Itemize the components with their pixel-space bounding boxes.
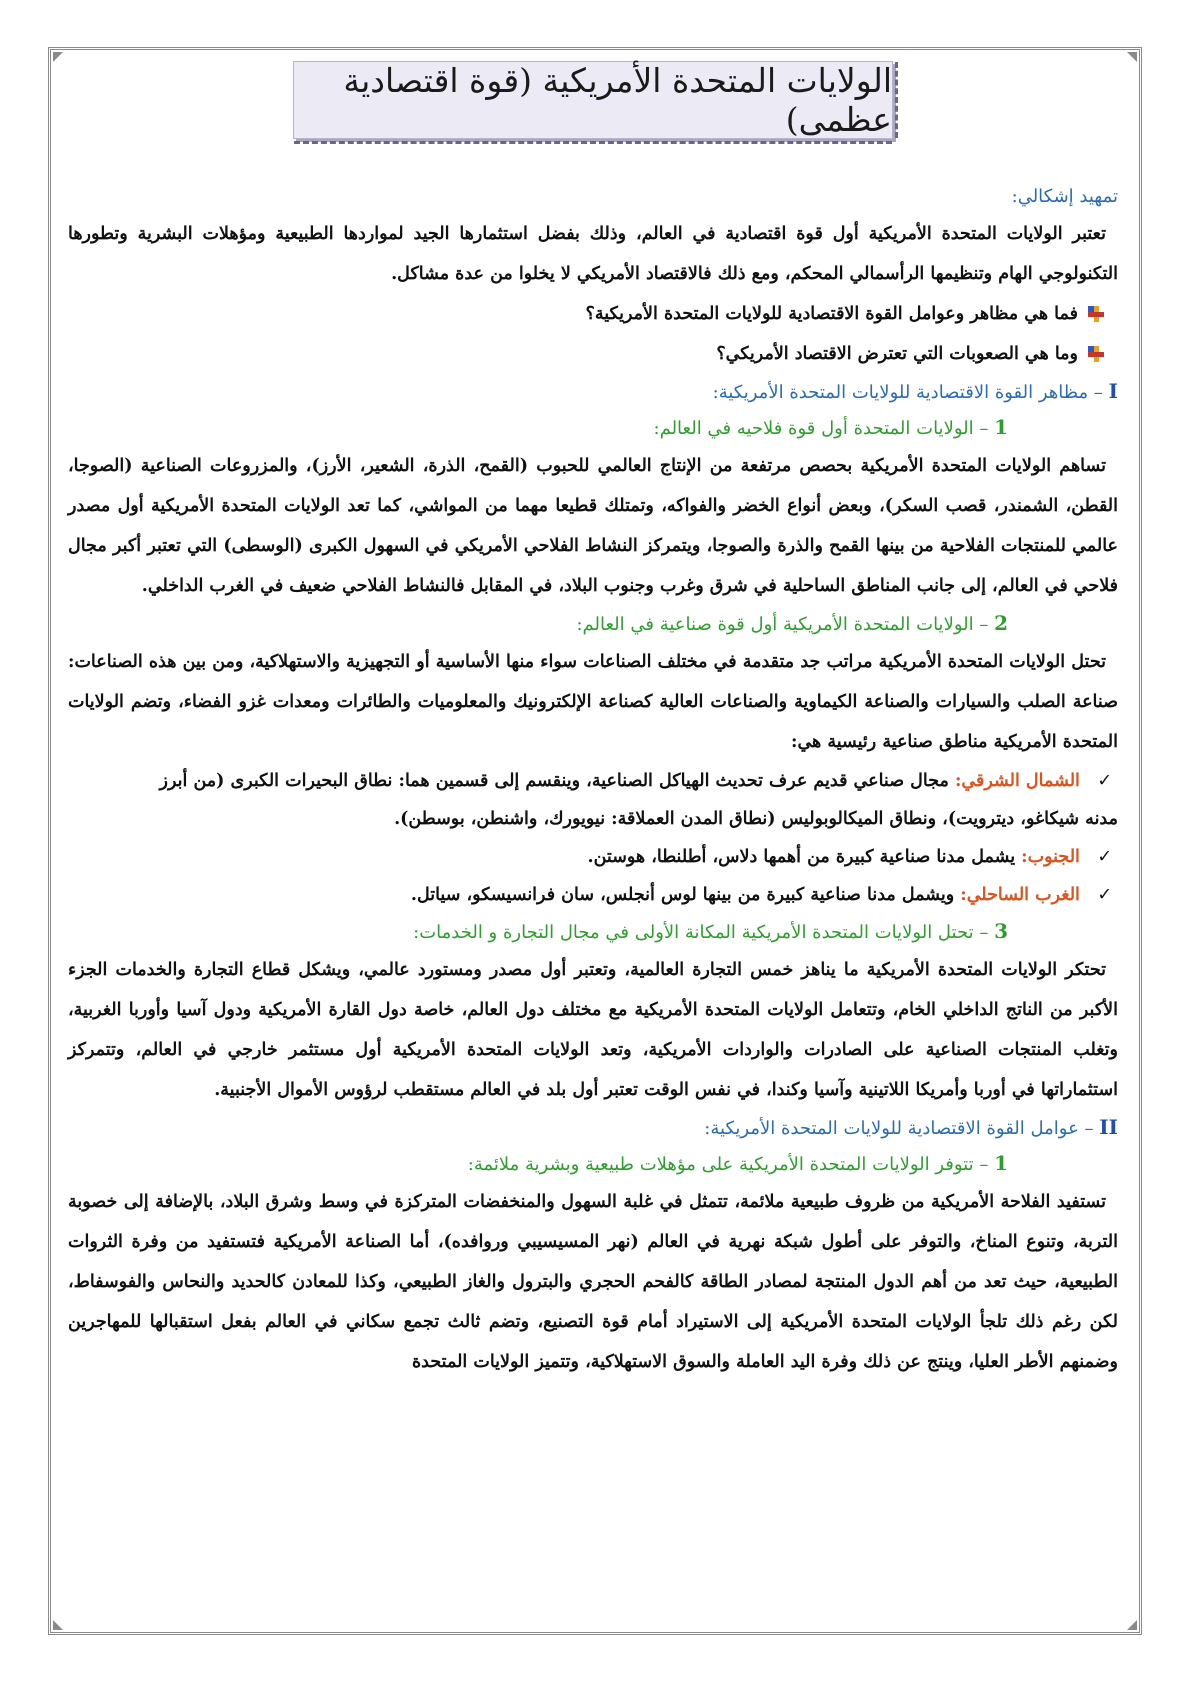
question-text: فما هي مظاهر وعوامل القوة الاقتصادية للولايات المتحدة الأمريكية؟ [585, 304, 1078, 324]
checkmark-icon: ✓ [1097, 771, 1112, 791]
section-title: – مظاهر القوة الاقتصادية للولايات المتحدة الأمريكية: [712, 382, 1103, 403]
corner-ornament [53, 52, 63, 62]
region-name: الجنوب: [1021, 847, 1080, 867]
region-name: الغرب الساحلي: [960, 885, 1080, 905]
bullet-plus-icon [1088, 306, 1104, 322]
paragraph: تساهم الولايات المتحدة الأمريكية بحصص مرتفعة من الإنتاج العالمي للحبوب (القمح، الذرة، الشعير، الأرز)، والمزروعات الصناعية (الصوجا، القطن، الشمندر، قصب السكر)، وبعض أنواع الخضر والفواكه، وتمتلك قطيعا مهما من المواشي، كما تعد الولايات المتحدة الأمريكية أول مصدر عالمي للمنتجات الفلاحية من بينها القمح والذرة والصوجا، ويتمركز النشاط الفلاحي الأمريكي في السهول الكبرى (الوسطى) التي تعتبر أكبر مجال فلاحي في العالم، إلى جانب المناطق الساحلية في شرق وغرب وجنوب البلاد، في المقابل فالنشاط الفلاحي ضعيف في الغرب الداخلي. [68, 456, 1118, 596]
question-text: وما هي الصعوبات التي تعترض الاقتصاد الأمريكي؟ [716, 344, 1078, 364]
subsection-title: – الولايات المتحدة الأمريكية أول قوة صناعية في العالم: [576, 614, 989, 635]
subsection-title: – تتوفر الولايات المتحدة الأمريكية على مؤهلات طبيعية وبشرية ملائمة: [467, 1154, 989, 1175]
intro-label: تمهيد إشكالي: [1011, 186, 1118, 207]
section-heading [68, 374, 1118, 410]
page-title: الولايات المتحدة الأمريكية (قوة اقتصادية عظمى) [343, 61, 892, 139]
paragraph: تحتكر الولايات المتحدة الأمريكية ما يناهز خمس التجارة العالمية، وتعتبر أول مصدر ومستورد عالمي، ويشكل قطاع التجارة والخدمات الجزء الأكبر من الناتج الداخلي الخام، وتتعامل الولايات المتحدة الأمريكية مع مختلف دول العالم، خاصة دول القارة الأمريكية ودول آسيا وأوربا الغربية، وتغلب المنتجات الصناعية على الصادرات والواردات الأمريكية، وتعد الولايات المتحدة الأمريكية أول مستثمر خارجي في العالم، وتتمركز استثماراتها في أوربا وأمريكا اللاتينية وآسيا وكندا، في نفس الوقت تعتبر أول بلد في العالم مستقطب لرؤوس الأموال الأجنبية. [68, 960, 1118, 1100]
corner-ornament [1127, 52, 1137, 62]
subsection-heading [68, 606, 1118, 642]
subsection-heading [68, 410, 1118, 446]
subsection-number: 3 [994, 919, 1008, 943]
region-item-continuation: مدنه شيكاغو، ديترويت)، ونطاق الميكالوبوليس (نطاق المدن العملاقة: نيويورك، واشنطن، بوسطن). [394, 809, 1118, 829]
subsection-number: 2 [994, 611, 1008, 635]
paragraph: تحتل الولايات المتحدة الأمريكية مراتب جد متقدمة في مختلف الصناعات سواء منها الأساسية أو التجهيزية والاستهلاكية، ومن بين هذه الصناعات: صناعة الصلب والسيارات والصناعة الكيماوية والصناعات العالية كصناعة الإلكترونيك والمعلوميات والطائرات ومعدات غزو الفضاء، وتضم الولايات المتحدة الأمريكية مناطق صناعية رئيسية هي: [68, 652, 1118, 752]
section-title: – عوامل القوة الاقتصادية للولايات المتحدة الأمريكية: [704, 1118, 1094, 1139]
checkmark-icon: ✓ [1097, 847, 1112, 867]
bullet-plus-icon [1088, 346, 1104, 362]
corner-ornament [1127, 1620, 1137, 1630]
subsection-number: 1 [994, 1151, 1008, 1175]
region-text: ويشمل مدنا صناعية كبيرة من بينها لوس أنجلس، سان فرانسيسكو، سياتل. [410, 885, 955, 905]
section-number: I [1108, 379, 1118, 403]
region-item [68, 838, 1118, 876]
subsection-title: – تحتل الولايات المتحدة الأمريكية المكانة الأولى في مجال التجارة و الخدمات: [413, 922, 989, 943]
title-box [293, 61, 893, 139]
question-item [68, 334, 1118, 374]
region-text: مجال صناعي قديم عرف تحديث الهياكل الصناعية، وينقسم إلى قسمين هما: نطاق البحيرات الكبرى (من أبرز [159, 771, 949, 791]
subsection-title: – الولايات المتحدة أول قوة فلاحيه في العالم: [653, 418, 989, 439]
corner-ornament [53, 1620, 63, 1630]
subsection-number: 1 [994, 415, 1008, 439]
subsection-heading [68, 914, 1118, 950]
checkmark-icon: ✓ [1097, 885, 1112, 905]
region-item [68, 762, 1118, 800]
intro-paragraph: تعتبر الولايات المتحدة الأمريكية أول قوة اقتصادية في العالم، وذلك بفضل استثمارها الجيد لمواردها الطبيعية ومؤهلات البشرية وتطورها التكنولوجي الهام وتنظيمها الرأسمالي المحكم، ومع ذلك فالاقتصاد الأمريكي لا يخلوا من عدة مشاكل. [68, 224, 1118, 284]
region-text: يشمل مدنا صناعية كبيرة من أهمها دلاس، أطلنطا، هوستن. [587, 847, 1016, 867]
region-name: الشمال الشرقي: [954, 771, 1080, 791]
subsection-heading [68, 1146, 1118, 1182]
document-body [68, 180, 1118, 1382]
section-heading [68, 1110, 1118, 1146]
question-item [68, 294, 1118, 334]
paragraph: تستفيد الفلاحة الأمريكية من ظروف طبيعية ملائمة، تتمثل في غلبة السهول والمنخفضات المتركزة في وسط وشرق البلاد، بالإضافة إلى خصوبة التربة، وتنوع المناخ، والتوفر على أطول شبكة نهرية في العالم (نهر المسيسيبي وروافده)، أما الصناعة الأمريكية فتستفيد من وفرة الثروات الطبيعية، حيث تعد من أهم الدول المنتجة لمصادر الطاقة كالفحم الحجري والبترول والغاز الطبيعي، وكذا للمعادن كالحديد والنحاس والفوسفاط، لكن رغم ذلك تلجأ الولايات المتحدة الأمريكية إلى الاستيراد أمام قوة التصنيع، وتضم ثالث تجمع سكاني في العالم بفعل استقبالها للمهاجرين وضمنهم الأطر العليا، وينتج عن ذلك وفرة اليد العاملة والسوق الاستهلاكية، وتتميز الولايات المتحدة [68, 1192, 1118, 1372]
section-number: II [1099, 1115, 1118, 1139]
region-item [68, 876, 1118, 914]
